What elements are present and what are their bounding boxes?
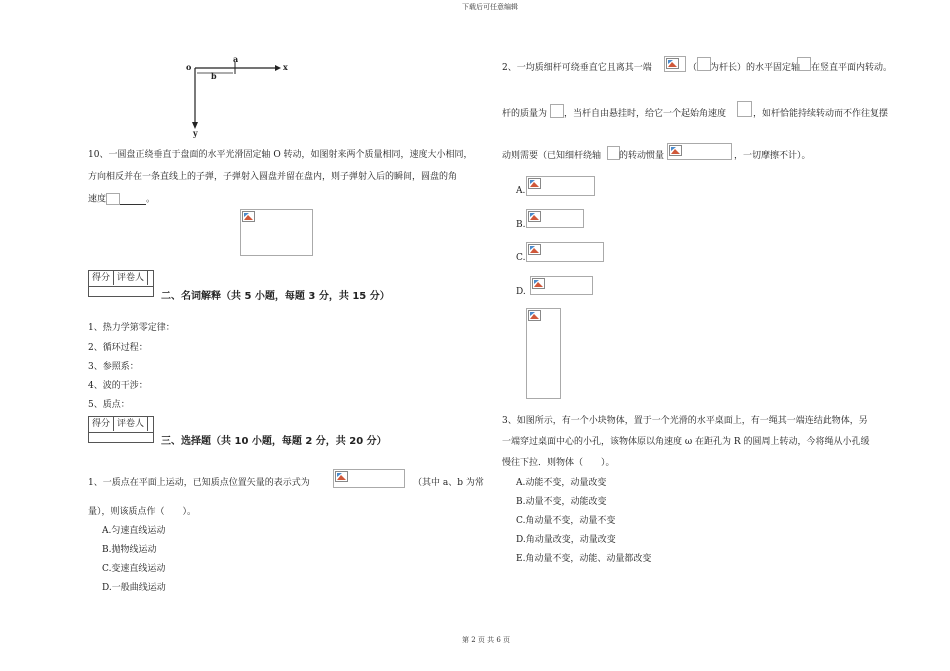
term-item: 3、参照系：	[88, 362, 139, 372]
axis-diagram	[183, 52, 299, 138]
score-label: 得分	[89, 417, 114, 431]
disk-diagram-image	[240, 209, 313, 256]
broken-image-icon	[528, 310, 542, 322]
score-box	[88, 270, 154, 297]
q2-option-b: B.	[516, 220, 526, 230]
broken-image-icon	[532, 278, 546, 290]
option-image-tall	[526, 308, 561, 399]
q3-option-a: A.动能不变，动量改变	[516, 478, 607, 488]
q2-line2-a: 杆的质量为	[502, 109, 548, 119]
q10-line3-end: 。	[146, 194, 156, 205]
term-item: 1、热力学第零定律：	[88, 323, 175, 333]
q10-line2: 方向相反并在一条直线上的子弹，子弹射入圆盘并留在盘内，则子弹射入后的瞬间，圆盘的角	[88, 172, 458, 182]
q2-line1-mid: 为杆长）的水平固定轴	[710, 63, 801, 73]
broken-image-icon	[528, 244, 542, 256]
q2-line1-text: 2、一均质细杆可绕垂直它且离其一端	[502, 63, 652, 73]
q2-line2-c: ，如杆恰能持续转动而不作往复摆	[753, 109, 889, 119]
broken-image-icon	[335, 471, 349, 483]
q2-line1-end: 在竖直平面内转动。	[811, 63, 893, 73]
q2-line3-c: ，一切摩擦不计）。	[734, 151, 811, 161]
q10-line3-text: 速度	[88, 194, 107, 205]
section2-title: 二、名词解释（共 5 小题，每题 3 分，共 15 分）	[161, 291, 390, 302]
score-box	[88, 416, 154, 443]
q2-line3-a: 动则需要（已知细杆绕轴	[502, 151, 602, 161]
q1-option-d: D.一般曲线运动	[102, 583, 166, 593]
broken-image-icon	[528, 178, 542, 190]
q3-option-b: B.动量不变，动能改变	[516, 497, 607, 507]
broken-image-icon	[669, 145, 683, 157]
q3-line3: 慢往下拉．则物体（ ）。	[502, 458, 615, 468]
page-header-note: 下载后可任意编辑	[462, 3, 518, 11]
q1-line1-tail: （其中 a、b 为常	[413, 478, 484, 488]
grader-label: 评卷人	[114, 271, 148, 285]
broken-image-icon	[797, 57, 811, 71]
formula-image	[667, 143, 732, 160]
q3-line2: 一端穿过桌面中心的小孔，该物体原以角速度 ω 在距孔为 R 的圆周上转动，今将绳从小孔缓	[502, 437, 870, 447]
formula-image	[664, 56, 686, 72]
q3-option-c: C.角动量不变，动量不变	[516, 516, 616, 526]
broken-image-icon	[106, 193, 120, 205]
coordinate-figure	[183, 52, 299, 138]
broken-image-icon	[528, 211, 542, 223]
q10-line3	[88, 193, 155, 205]
q1-option-b: B.抛物线运动	[102, 545, 157, 555]
q1-line1-text: 1、一质点在平面上运动，已知质点位置矢量的表示式为	[88, 478, 310, 488]
broken-image-icon	[550, 104, 564, 118]
term-item: 5、质点：	[88, 400, 130, 410]
q1-line2: 量），则该质点作（ ）。	[88, 507, 197, 517]
a-label: a	[233, 54, 239, 64]
q2-line1-paren: （	[688, 63, 698, 73]
section3-title: 三、选择题（共 10 小题，每题 2 分，共 20 分）	[161, 436, 387, 447]
q1-option-a: A.匀速直线运动	[102, 526, 166, 536]
y-axis-label: y	[193, 128, 198, 138]
grader-label: 评卷人	[114, 417, 148, 431]
q2-line1	[502, 64, 652, 73]
origin-label: o	[186, 62, 192, 72]
q2-line2-b: ，当杆自由悬挂时，给它一个起始角速度	[564, 109, 727, 119]
score-row	[89, 286, 153, 295]
q10-line1: 10、一圆盘正绕垂直于盘面的水平光滑固定轴 O 转动，如图射来两个质量相同，速度大小相同，	[88, 150, 473, 160]
answer-blank	[120, 195, 146, 205]
q2-option-d: D.	[516, 287, 526, 297]
score-label: 得分	[89, 271, 114, 285]
option-image	[526, 242, 604, 262]
term-item: 2、循环过程：	[88, 343, 148, 353]
broken-image-icon	[242, 211, 256, 223]
formula-image	[333, 469, 405, 488]
q3-option-e: E.角动量不变，动能、动量都改变	[516, 554, 652, 564]
x-axis-label: x	[283, 62, 288, 72]
option-image	[526, 176, 595, 196]
q1-option-c: C.变速直线运动	[102, 564, 166, 574]
q3-option-d: D.角动量改变，动量改变	[516, 535, 616, 545]
b-label: b	[211, 71, 217, 81]
option-image	[526, 209, 584, 228]
score-row	[89, 432, 153, 441]
q2-option-c: C.	[516, 253, 526, 263]
broken-image-icon	[697, 57, 711, 71]
page-footer: 第 2 页 共 6 页	[462, 636, 511, 644]
option-image	[530, 276, 593, 295]
q2-line3-b: 的转动惯量	[619, 151, 665, 161]
q2-option-a: A.	[516, 186, 526, 196]
broken-image-icon	[666, 58, 680, 70]
term-item: 4、波的干涉：	[88, 381, 148, 391]
q3-line1: 3、如图所示，有一个小块物体，置于一个光滑的水平桌面上，有一绳其一端连结此物体，另	[502, 416, 868, 426]
broken-image-icon	[737, 101, 752, 117]
